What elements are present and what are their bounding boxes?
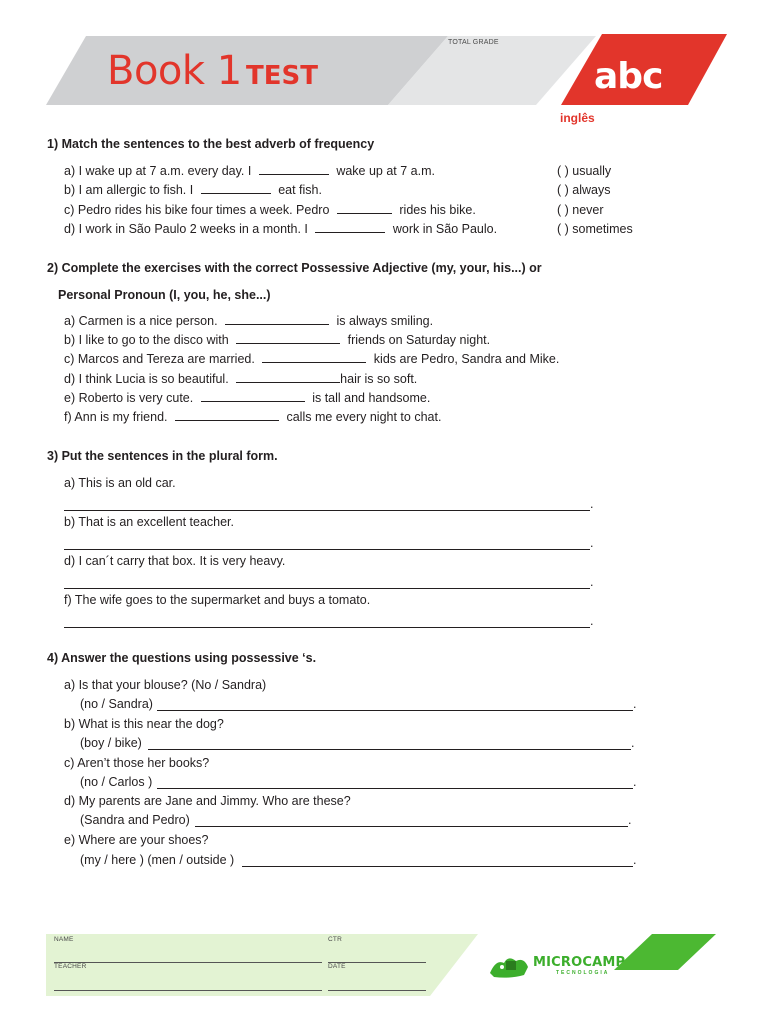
abc-logo: abc	[594, 56, 663, 97]
q1-item-c	[64, 203, 476, 217]
q1-item-after: eat fish.	[278, 183, 322, 197]
q2-item-before: d) I think Lucia is so beautiful.	[64, 372, 229, 386]
q1-item-b	[64, 183, 322, 197]
q2-item-after: calls me every night to chat.	[286, 410, 442, 424]
q1-option-usually[interactable]: ( ) usually	[557, 164, 612, 178]
answer-line[interactable]	[64, 549, 590, 550]
q2-item-c	[64, 352, 559, 366]
q1-item-after: wake up at 7 a.m.	[336, 164, 435, 178]
q4-item-d-hint: (Sandra and Pedro)	[80, 813, 190, 827]
q2-item-before: e) Roberto is very cute.	[64, 391, 194, 405]
q4-item-e-hint: (my / here ) (men / outside )	[80, 853, 235, 867]
blank-field[interactable]	[201, 193, 271, 194]
line-end-dot: .	[633, 697, 637, 711]
q4-title: 4) Answer the questions using possessive ‘s.	[47, 651, 317, 665]
q2-item-before: a) Carmen is a nice person.	[64, 314, 218, 328]
q3-item-a: a) This is an old car.	[64, 476, 176, 490]
blank-field[interactable]	[262, 362, 366, 363]
answer-line[interactable]	[64, 588, 590, 589]
total-grade-label: TOTAL GRADE	[448, 39, 499, 46]
q3-item-d: d) I can´t carry that box. It is very heavy.	[64, 554, 286, 568]
date-label: DATE	[328, 963, 346, 970]
title-book: Book 1	[107, 48, 242, 94]
q3-item-f: f) The wife goes to the supermarket and buys a tomato.	[64, 593, 371, 607]
q2-item-after: hair is so soft.	[340, 372, 418, 386]
q1-item-before: b) I am allergic to fish. I	[64, 183, 194, 197]
q4-item-c-question: c) Aren’t those her books?	[64, 756, 210, 770]
q4-item-a-question: a) Is that your blouse? (No / Sandra)	[64, 678, 267, 692]
q1-item-before: d) I work in São Paulo 2 weeks in a month. I	[64, 222, 308, 236]
date-field[interactable]	[328, 990, 426, 991]
blank-field[interactable]	[236, 382, 340, 383]
line-end-dot: .	[590, 575, 594, 589]
line-end-dot: .	[628, 813, 632, 827]
teacher-label: TEACHER	[54, 963, 87, 970]
q4-item-b-question: b) What is this near the dog?	[64, 717, 224, 731]
blank-field[interactable]	[225, 324, 329, 325]
answer-line[interactable]	[157, 788, 633, 789]
q2-title-line2: Personal Pronoun (I, you, he, she...)	[58, 288, 271, 302]
blank-field[interactable]	[315, 232, 385, 233]
q1-item-d	[64, 222, 497, 236]
q2-item-after: kids are Pedro, Sandra and Mike.	[373, 352, 560, 366]
title-test: TEST	[246, 61, 318, 91]
q1-item-a	[64, 164, 435, 178]
q2-item-before: f) Ann is my friend.	[64, 410, 168, 424]
blank-field[interactable]	[259, 174, 329, 175]
q2-item-before: c) Marcos and Tereza are married.	[64, 352, 255, 366]
answer-line[interactable]	[157, 710, 633, 711]
microcamp-logo-text: MICROCAMP	[533, 955, 626, 970]
q4-item-a-hint: (no / Sandra)	[80, 697, 153, 711]
q1-item-before: a) I wake up at 7 a.m. every day. I	[64, 164, 252, 178]
microcamp-logo-sub: TECNOLOGIA	[556, 970, 610, 976]
line-end-dot: .	[633, 853, 637, 867]
answer-line[interactable]	[64, 510, 590, 511]
line-end-dot: .	[631, 736, 635, 750]
subject-label: inglês	[560, 111, 595, 125]
answer-line[interactable]	[148, 749, 631, 750]
q3-title: 3) Put the sentences in the plural form.	[47, 449, 278, 463]
q2-item-a	[64, 314, 433, 328]
line-end-dot: .	[590, 497, 594, 511]
q2-item-b	[64, 333, 490, 347]
blank-field[interactable]	[175, 420, 279, 421]
blank-field[interactable]	[337, 213, 392, 214]
teacher-field[interactable]	[54, 990, 322, 991]
q4-item-d-question: d) My parents are Jane and Jimmy. Who are these?	[64, 794, 351, 808]
q1-item-after: work in São Paulo.	[392, 222, 498, 236]
q1-option-sometimes[interactable]: ( ) sometimes	[557, 222, 633, 236]
q4-item-b-hint: (boy / bike)	[80, 736, 142, 750]
answer-line[interactable]	[195, 826, 628, 827]
q1-title: 1) Match the sentences to the best adverb of frequency	[47, 137, 375, 151]
q2-item-before: b) I like to go to the disco with	[64, 333, 229, 347]
line-end-dot: .	[633, 775, 637, 789]
q4-item-e-question: e) Where are your shoes?	[64, 833, 209, 847]
q2-item-e	[64, 391, 430, 405]
q2-item-f	[64, 410, 441, 424]
q4-item-c-hint: (no / Carlos )	[80, 775, 153, 789]
line-end-dot: .	[590, 614, 594, 628]
name-label: NAME	[54, 936, 74, 943]
q2-item-d	[64, 372, 417, 386]
q2-item-after: is always smiling.	[336, 314, 434, 328]
q1-option-never[interactable]: ( ) never	[557, 203, 604, 217]
q1-option-always[interactable]: ( ) always	[557, 183, 611, 197]
blank-field[interactable]	[236, 343, 340, 344]
answer-line[interactable]	[64, 627, 590, 628]
q1-item-before: c) Pedro rides his bike four times a week. Pedro	[64, 203, 330, 217]
answer-line[interactable]	[242, 866, 633, 867]
q2-item-after: is tall and handsome.	[312, 391, 431, 405]
q2-item-after: friends on Saturday night.	[347, 333, 491, 347]
line-end-dot: .	[590, 536, 594, 550]
ctr-label: CTR	[328, 936, 342, 943]
microcamp-mascot-icon	[488, 953, 532, 979]
q2-title-line1: 2) Complete the exercises with the correct Possessive Adjective (my, your, his...) or	[47, 261, 542, 275]
blank-field[interactable]	[201, 401, 305, 402]
q1-item-after: rides his bike.	[399, 203, 476, 217]
name-field[interactable]	[54, 962, 322, 963]
q3-item-b: b) That is an excellent teacher.	[64, 515, 235, 529]
